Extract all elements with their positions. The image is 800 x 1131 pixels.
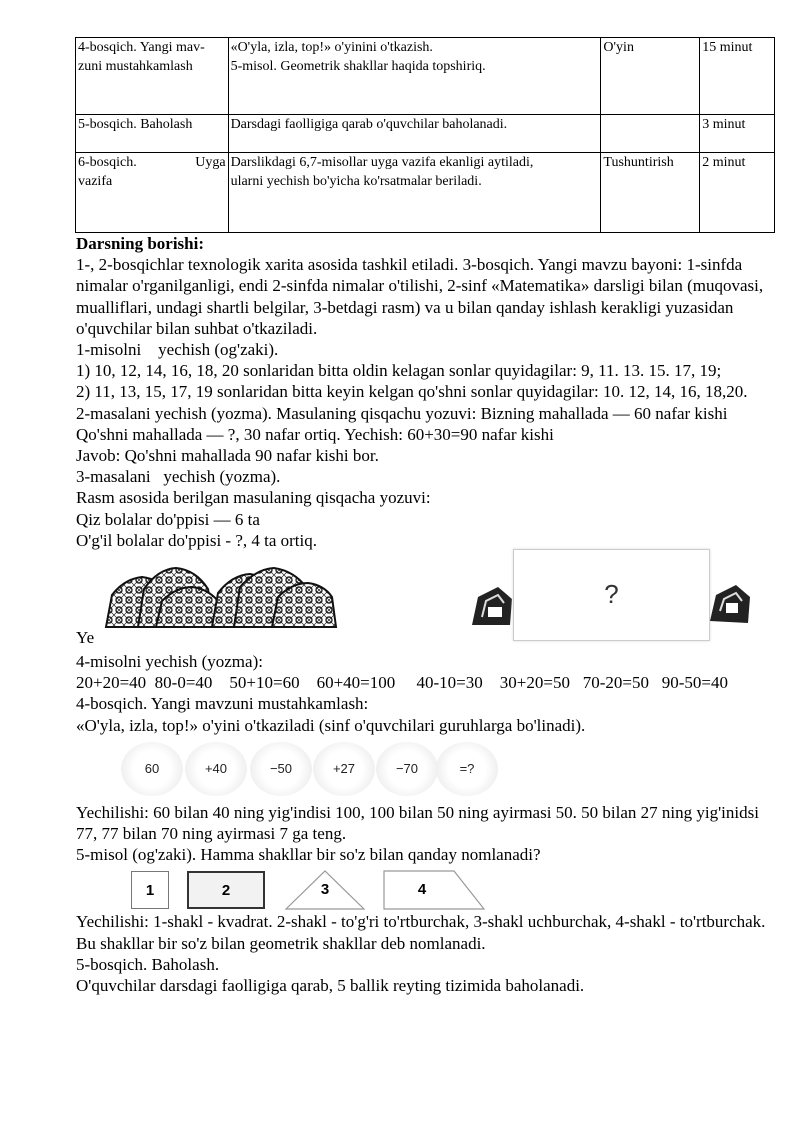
paragraph: 1-misolni yechish (og'zaki). — [76, 340, 279, 360]
table-cell-method: Tushuntirish — [601, 153, 700, 233]
number-chain-flowers — [76, 736, 766, 802]
table-cell-activity: Darsdagi faolligiga qarab o'quvchilar baholanadi. — [228, 115, 601, 153]
trapezoid-shape — [382, 869, 486, 911]
paragraph: 20+20=40 80-0=40 50+10=60 60+40=100 40-10=30 30+20=50 70-20=50 90-50=40 — [76, 673, 728, 693]
table-cell-activity — [228, 153, 601, 233]
lesson-body — [76, 233, 766, 996]
flower-number: =? — [436, 742, 498, 796]
partial-text: Ye — [76, 628, 95, 648]
table-cell-stage: 5-bosqich. Baholash — [76, 115, 229, 153]
table-cell-stage — [76, 153, 229, 233]
table-row — [76, 153, 775, 233]
flower-number: +27 — [313, 742, 375, 796]
paragraph: Rasm asosida berilgan masulaning qisqacha yozuvi: — [76, 488, 431, 508]
paragraph: Qiz bolalar do'ppisi — 6 ta — [76, 509, 260, 529]
table-cell-time: 15 minut — [700, 38, 775, 115]
question-box: ? — [513, 549, 710, 641]
flower-number: 60 — [121, 742, 183, 796]
paragraph: 3-masalani yechish (yozma). — [76, 467, 281, 487]
paragraph: 5-misol (og'zaki). Hamma shakllar bir so'z bilan qanday nomlanadi? — [76, 845, 541, 865]
paragraph: Yechilishi: 60 bilan 40 ning yig'indisi 100, 100 bilan 50 ning ayirmasi 50. 50 bilan 27 ning yig'inidsi 77, 77 bilan 70 ning ayirmasi 7 ga teng. — [76, 802, 759, 844]
paragraph: 1) 10, 12, 14, 16, 18, 20 sonlaridan bitta oldin kelagan sonlar quyidagilar: 9, 11. 13. 15. 17, 19; — [76, 361, 722, 381]
table-row — [76, 115, 775, 153]
triangle-shape — [284, 869, 366, 911]
table-cell-stage: 4-bosqich. Yangi mav-zuni mustahkamlash — [76, 38, 229, 115]
paragraph: O'g'il bolalar do'ppisi - ?, 4 ta ortiq. — [76, 530, 318, 550]
paragraph: 5-bosqich. Baholash. — [76, 954, 220, 974]
stage-label: vazifa — [78, 174, 113, 189]
flower-number: −50 — [250, 742, 312, 796]
shape-label: 4 — [417, 881, 427, 899]
paragraph: O'quvchilar darsdagi faolligiga qarab, 5 ballik reyting tizimida baholanadi. — [76, 976, 585, 996]
square-shape: 1 — [131, 871, 169, 909]
paragraph: 4-bosqich. Yangi mavzuni mustahkamlash: — [76, 694, 369, 714]
table-cell-time: 3 minut — [700, 115, 775, 153]
paragraph: «O'yla, izla, top!» o'yini o'tkaziladi (sinf o'quvchilari guruhlarga bo'linadi). — [76, 715, 586, 735]
activity-line: «O'yla, izla, top!» o'yinini o'tkazish. — [230, 40, 433, 55]
section-heading: Darsning borishi: — [76, 234, 204, 253]
dark-hat-image — [708, 581, 754, 629]
stage-label: Uyga — [195, 155, 226, 170]
paragraph: 2) 11, 13, 15, 17, 19 sonlaridan bitta keyin kelgan qo'shni sonlar quyidagilar: 10. 12, 14, 16, 18,20. — [76, 382, 748, 402]
shape-label: 3 — [320, 881, 330, 899]
table-cell-activity — [228, 38, 601, 115]
table-row — [76, 38, 775, 115]
lesson-plan-table — [75, 37, 775, 233]
hats-illustration — [76, 551, 766, 651]
table-cell-method: O'yin — [601, 38, 700, 115]
flower-number: −70 — [376, 742, 438, 796]
paragraph: 1-, 2-bosqichlar texnologik xarita asosida tashkil etiladi. 3-bosqich. Yangi mavzu bayoni: 1-sinfda nimalar o'rganilganligi, endi 2-sinfda nimalar o'tilishi, 2-sinf «Matematika» darsligi bilan (muqovasi, mualliflari, undagi shartli belgilar, 3-betdagi rasm) va u bilan qanday ishlash kerakligi yuzasidan o'quvchilar bilan suhbat o'tkaziladi. — [76, 255, 764, 338]
paragraph: 4-misolni yechish (yozma): — [76, 652, 263, 672]
paragraph: Yechilishi: 1-shakl - kvadrat. 2-shakl - to'g'ri to'rtburchak, 3-shakl uchburchak, 4-shakl - to'rtburchak. Bu shakllar bir so'z bilan geometrik shakllar deb nomlanadi. — [76, 912, 766, 953]
geometric-shapes — [76, 865, 766, 911]
dark-hat-image — [468, 581, 516, 629]
activity-line: ularni yechish bo'yicha ko'rsatmalar beriladi. — [230, 174, 482, 189]
activity-line: 5-misol. Geometrik shakllar haqida topshiriq. — [230, 59, 486, 74]
stage-label: 6-bosqich. — [78, 155, 137, 170]
flower-number: +40 — [185, 742, 247, 796]
paragraph: Javob: Qo'shni mahallada 90 nafar kishi bor. — [76, 446, 379, 466]
paragraph: 2-masalani yechish (yozma). Masulaning qisqachu yozuvi: Bizning mahallada — 60 nafar kishi Qo'shni mahallada — ?, 30 nafar ortiq. Yechish: 60+30=90 nafar kishi — [76, 403, 728, 444]
rectangle-shape: 2 — [187, 871, 265, 909]
table-cell-method — [601, 115, 700, 153]
table-cell-time: 2 minut — [700, 153, 775, 233]
activity-line: Darslikdagi 6,7-misollar uyga vazifa ekanligi aytiladi, — [230, 155, 534, 170]
doppi-hats-image — [104, 565, 339, 631]
